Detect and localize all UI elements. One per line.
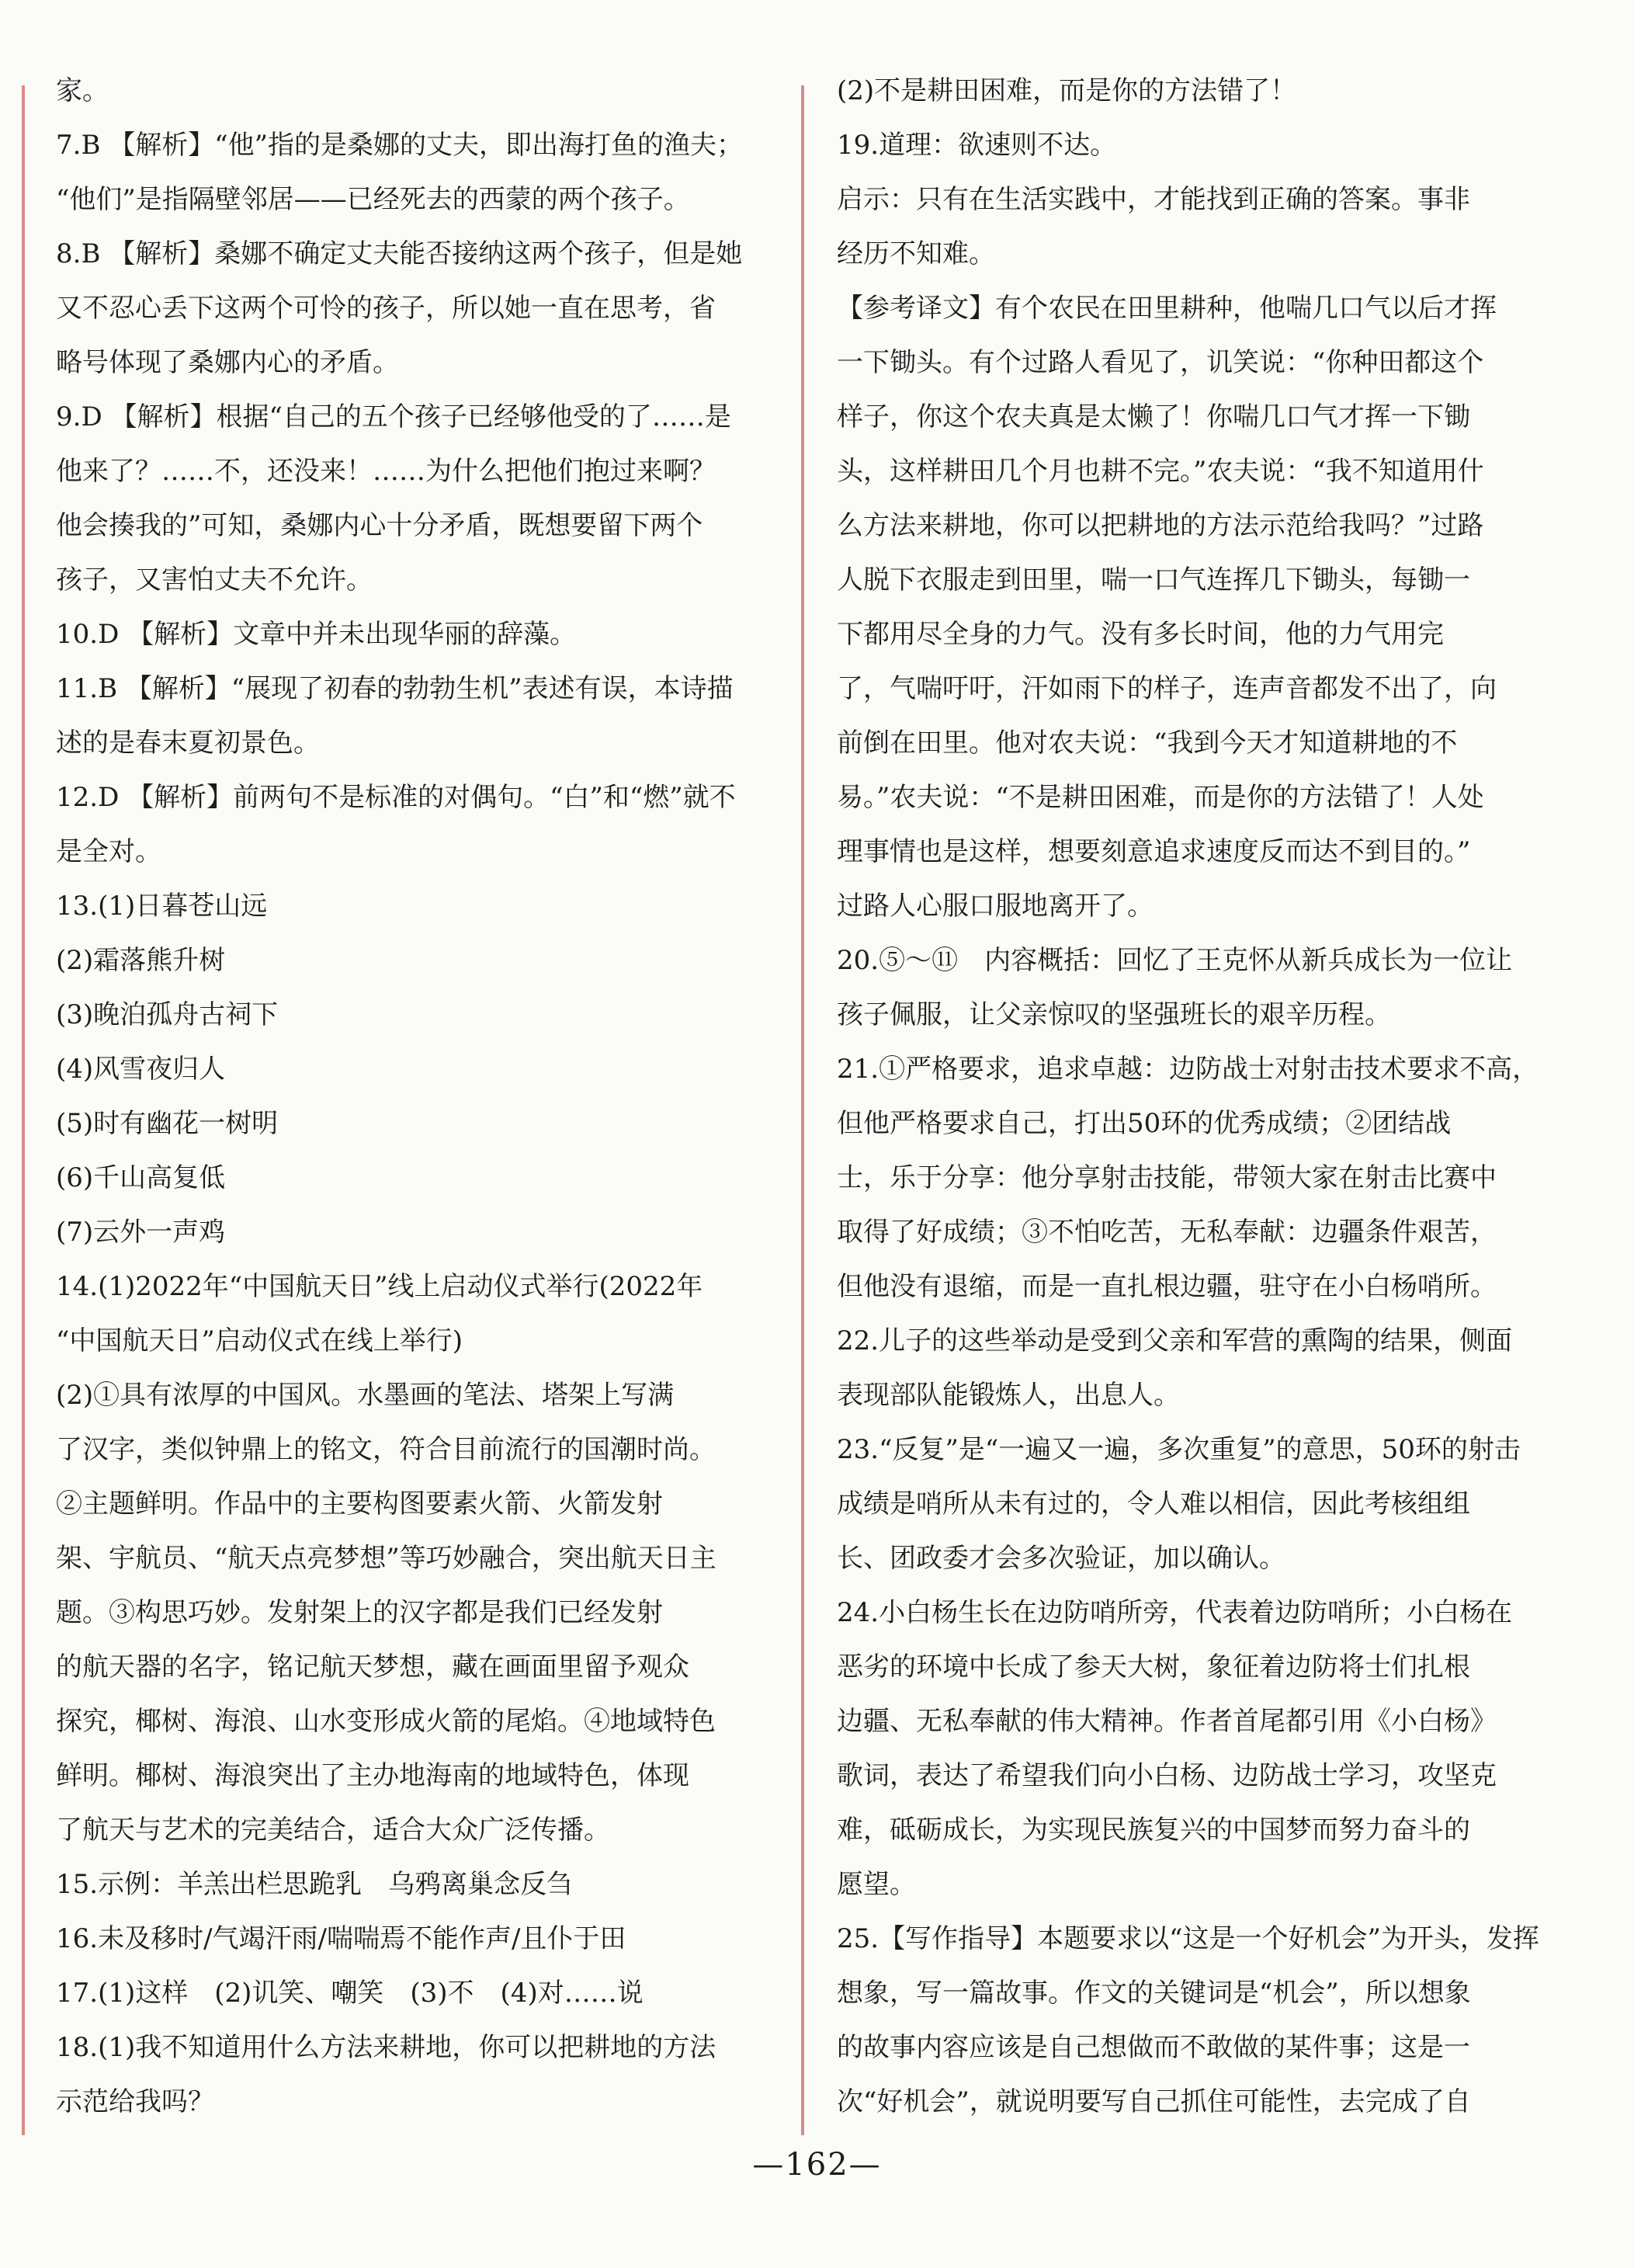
text-line: 9.D 【解析】根据“自己的五个孩子已经够他受的了……是 bbox=[56, 401, 731, 432]
text-line: (2)不是耕田困难，而是你的方法错了！ bbox=[837, 75, 1297, 106]
text-line: 士，乐于分享：他分享射击技能，带领大家在射击比赛中 bbox=[837, 1162, 1497, 1193]
text-line: (3)晚泊孤舟古祠下 bbox=[56, 999, 279, 1030]
text-line: 想象，写一篇故事。作文的关键词是“机会”，所以想象 bbox=[837, 1978, 1471, 2009]
text-line: 8.B 【解析】桑娜不确定丈夫能否接纳这两个孩子，但是她 bbox=[56, 238, 743, 269]
text-line: 过路人心服口服地离开了。 bbox=[837, 891, 1154, 922]
text-line: 17.(1)这样 (2)讥笑、嘲笑 (3)不 (4)对……说 bbox=[56, 1978, 644, 2009]
text-line: 12.D 【解析】前两句不是标准的对偶句。“白”和“燃”就不 bbox=[56, 782, 736, 813]
text-line: 14.(1)2022年“中国航天日”线上启动仪式举行(2022年 bbox=[56, 1271, 703, 1302]
text-line: (6)千山高复低 bbox=[56, 1162, 226, 1193]
text-line: 歌词，表达了希望我们向小白杨、边防战士学习，攻坚克 bbox=[837, 1760, 1497, 1791]
page-number: —162— bbox=[752, 2147, 882, 2183]
text-line: 了航天与艺术的完美结合，适合大众广泛传播。 bbox=[56, 1815, 610, 1846]
text-line: 18.(1)我不知道用什么方法来耕地，你可以把耕地的方法 bbox=[56, 2032, 716, 2063]
text-line: 的航天器的名字，铭记航天梦想，藏在画面里留予观众 bbox=[56, 1652, 689, 1683]
text-line: 21.①严格要求，追求卓越：边防战士对射击技术要求不高， bbox=[837, 1054, 1539, 1085]
text-line: 头，这样耕田几个月也耕不完。”农夫说：“我不知道用什 bbox=[837, 456, 1484, 487]
text-line: 11.B 【解析】“展现了初春的勃勃生机”表述有误，本诗描 bbox=[56, 673, 734, 704]
text-line: (4)风雪夜归人 bbox=[56, 1054, 226, 1085]
text-line: 孩子佩服，让父亲惊叹的坚强班长的艰辛历程。 bbox=[837, 999, 1391, 1030]
text-line: 题。③构思巧妙。发射架上的汉字都是我们已经发射 bbox=[56, 1597, 663, 1628]
text-line: 样子，你这个农夫真是太懒了！你喘几口气才挥一下锄 bbox=[837, 401, 1470, 432]
text-line: 又不忍心丢下这两个可怜的孩子，所以她一直在思考，省 bbox=[56, 293, 716, 324]
text-line: 了，气喘吁吁，汗如雨下的样子，连声音都发不出了，向 bbox=[837, 673, 1497, 704]
text-line: 他会揍我的”可知，桑娜内心十分矛盾，既想要留下两个 bbox=[56, 510, 703, 541]
text-line: 25.【写作指导】本题要求以“这是一个好机会”为开头，发挥 bbox=[837, 1923, 1539, 1954]
text-line: 但他严格要求自己，打出50环的优秀成绩；②团结战 bbox=[837, 1108, 1452, 1139]
text-line: 13.(1)日暮苍山远 bbox=[56, 891, 268, 922]
text-line: 难，砥砺成长，为实现民族复兴的中国梦而努力奋斗的 bbox=[837, 1815, 1470, 1846]
text-line: 恶劣的环境中长成了参天大树，象征着边防将士们扎根 bbox=[837, 1652, 1470, 1683]
text-line: 理事情也是这样，想要刻意追求速度反而达不到目的。” bbox=[837, 836, 1471, 867]
text-line: 一下锄头。有个过路人看见了，讥笑说：“你种田都这个 bbox=[837, 347, 1484, 378]
text-line: 7.B 【解析】“他”指的是桑娜的丈夫，即出海打鱼的渔夫； bbox=[56, 130, 743, 161]
text-line: 他来了？……不，还没来！……为什么把他们抱过来啊？ bbox=[56, 456, 716, 487]
text-line: (2)霜落熊升树 bbox=[56, 945, 226, 976]
text-line: 鲜明。椰树、海浪突出了主办地海南的地域特色，体现 bbox=[56, 1760, 689, 1791]
right-column bbox=[837, 64, 1559, 2129]
text-line: 22.儿子的这些举动是受到父亲和军营的熏陶的结果，侧面 bbox=[837, 1325, 1513, 1356]
text-line: 愿望。 bbox=[837, 1869, 916, 1900]
text-line: 探究，椰树、海浪、山水变形成火箭的尾焰。④地域特色 bbox=[56, 1706, 716, 1737]
text-line: 前倒在田里。他对农夫说：“我到今天才知道耕地的不 bbox=[837, 728, 1458, 759]
text-line: 是全对。 bbox=[56, 836, 161, 867]
column-divider-line bbox=[801, 85, 804, 2135]
text-line: 了汉字，类似钟鼎上的铭文，符合目前流行的国潮时尚。 bbox=[56, 1434, 716, 1465]
text-line: 但他没有退缩，而是一直扎根边疆，驻守在小白杨哨所。 bbox=[837, 1271, 1497, 1302]
text-line: 孩子，又害怕丈夫不允许。 bbox=[56, 564, 373, 596]
text-line: 19.道理：欲速则不达。 bbox=[837, 130, 1117, 161]
text-line: 启示：只有在生活实践中，才能找到正确的答案。事非 bbox=[837, 184, 1470, 215]
text-line: 略号体现了桑娜内心的矛盾。 bbox=[56, 347, 399, 378]
text-line: 述的是春末夏初景色。 bbox=[56, 728, 320, 759]
text-line: “他们”是指隔壁邻居——已经死去的西蒙的两个孩子。 bbox=[56, 184, 690, 215]
text-line: 20.⑤～⑪ 内容概括：回忆了王克怀从新兵成长为一位让 bbox=[837, 945, 1513, 976]
text-line: ②主题鲜明。作品中的主要构图要素火箭、火箭发射 bbox=[56, 1488, 663, 1520]
text-line: 取得了好成绩；③不怕吃苦，无私奉献：边疆条件艰苦， bbox=[837, 1217, 1497, 1248]
text-line: 15.示例：羊羔出栏思跪乳 乌鸦离巢念反刍 bbox=[56, 1869, 574, 1900]
text-line: 成绩是哨所从未有过的，令人难以相信，因此考核组组 bbox=[837, 1488, 1470, 1520]
text-line: (2)①具有浓厚的中国风。水墨画的笔法、塔架上写满 bbox=[56, 1380, 675, 1411]
text-line: 下都用尽全身的力气。没有多长时间，他的力气用完 bbox=[837, 619, 1444, 650]
text-line: 么方法来耕地，你可以把耕地的方法示范给我吗？”过路 bbox=[837, 510, 1484, 541]
text-line: 24.小白杨生长在边防哨所旁，代表着边防哨所；小白杨在 bbox=[837, 1597, 1513, 1628]
text-line: 长、团政委才会多次验证，加以确认。 bbox=[837, 1543, 1285, 1574]
text-line: 示范给我吗？ bbox=[56, 2086, 214, 2117]
left-margin-line bbox=[22, 85, 25, 2135]
text-line: 人脱下衣服走到田里，喘一口气连挥几下锄头，每锄一 bbox=[837, 564, 1470, 596]
text-line: 次“好机会”，就说明要写自己抓住可能性，去完成了自 bbox=[837, 2086, 1471, 2117]
text-line: 架、宇航员、“航天点亮梦想”等巧妙融合，突出航天日主 bbox=[56, 1543, 716, 1574]
text-line: (7)云外一声鸡 bbox=[56, 1217, 226, 1248]
text-line: 家。 bbox=[56, 75, 109, 106]
text-line: 表现部队能锻炼人，出息人。 bbox=[837, 1380, 1180, 1411]
text-line: 10.D 【解析】文章中并未出现华丽的辞藻。 bbox=[56, 619, 577, 650]
text-line: 16.未及移时/气竭汗雨/喘喘焉不能作声/且仆于田 bbox=[56, 1923, 626, 1954]
text-line: 23.“反复”是“一遍又一遍，多次重复”的意思，50环的射击 bbox=[837, 1434, 1521, 1465]
text-line: 边疆、无私奉献的伟大精神。作者首尾都引用《小白杨》 bbox=[837, 1706, 1497, 1737]
text-line: (5)时有幽花一树明 bbox=[56, 1108, 279, 1139]
left-column bbox=[56, 64, 778, 2129]
text-line: 【参考译文】有个农民在田里耕种，他喘几口气以后才挥 bbox=[837, 293, 1497, 324]
text-line: 易。”农夫说：“不是耕田困难，而是你的方法错了！人处 bbox=[837, 782, 1484, 813]
text-line: 经历不知难。 bbox=[837, 238, 995, 269]
text-line: 的故事内容应该是自己想做而不敢做的某件事；这是一 bbox=[837, 2032, 1470, 2063]
text-line: “中国航天日”启动仪式在线上举行) bbox=[56, 1325, 463, 1356]
